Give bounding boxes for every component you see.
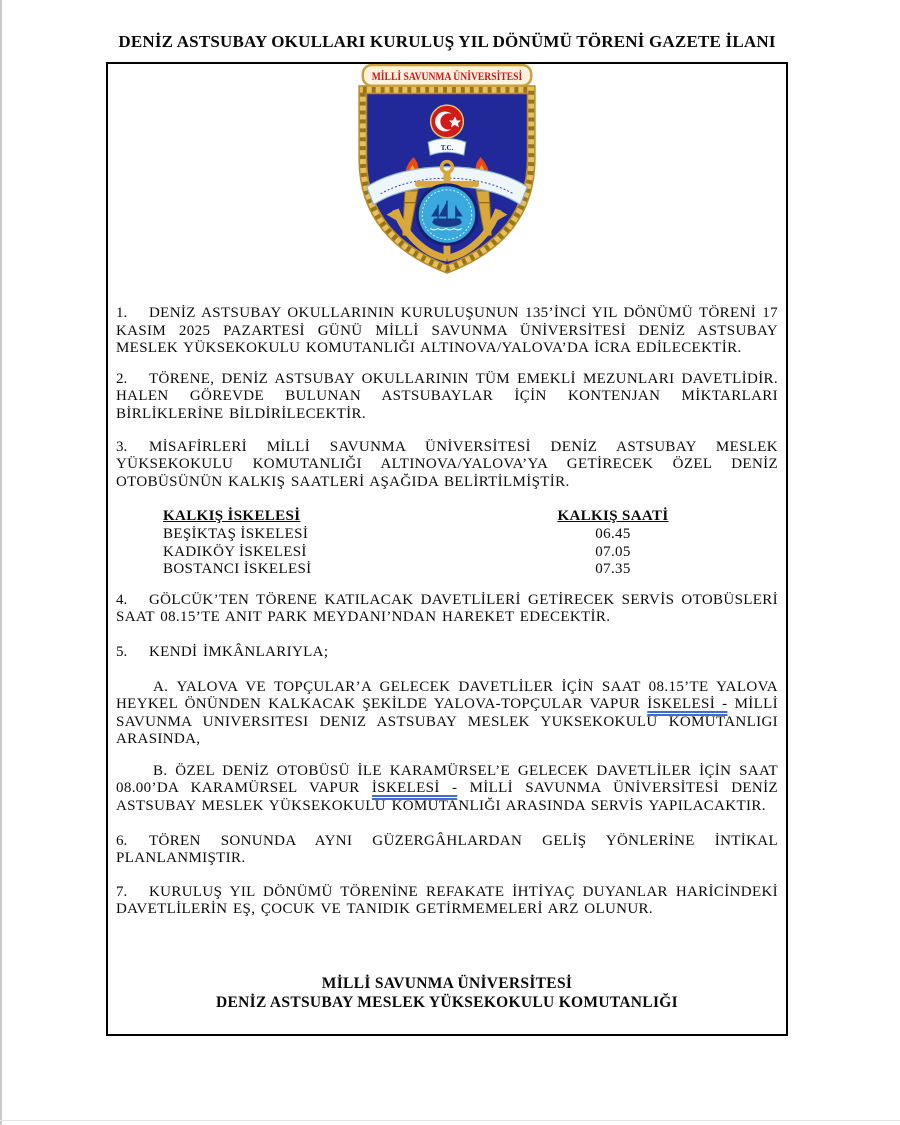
- paragraph-7-text: KURULUŞ YIL DÖNÜMÜ TÖRENİNE REFAKATE İHTİYAÇ DUYANLAR HARİCİNDEKİ DAVETLİLERİN EŞ, ÇOCUK VE TANIDIK GETİRMEMELERİ ARZ OLUNUR.: [116, 883, 778, 918]
- table-row: [163, 561, 723, 579]
- signature-line-1: MİLLİ SAVUNMA ÜNİVERSİTESİ: [321, 975, 573, 993]
- grammar-underline-iskelesi-b: İSKELESİ -: [371, 780, 458, 797]
- grammar-underline-iskelesi-a: İSKELESİ -: [647, 696, 728, 713]
- ship-medallion-icon: [417, 185, 476, 244]
- time-cell: 06.45: [595, 525, 631, 542]
- paragraph-5-number: 5.: [116, 643, 128, 660]
- sub-item-b: [116, 763, 778, 816]
- paragraph-6-text: TÖREN SONUNDA AYNI GÜZERGÂHLARDAN GELİŞ YÖNLERİNE İNTİKAL PLANLANMIŞTIR.: [116, 832, 778, 867]
- paragraph-6-number: 6.: [116, 832, 128, 849]
- sub-item-b-text-before: ÖZEL DENİZ OTOBÜSÜ İLE KARAMÜRSEL’E GELECEK DAVETLİLER İÇİN SAAT 08.00’DA KARAMÜRSEL VAPUR: [116, 762, 778, 797]
- sub-item-b-text-after: MİLLİ SAVUNMA ÜNİVERSİTESİ DENİZ ASTSUBAY MESLEK YÜKSEKOKULU KOMUTANLIĞI ARASINDA SERVİS YAPILACAKTIR.: [116, 780, 778, 815]
- emblem-banner: [363, 65, 558, 86]
- sub-item-b-label: B.: [153, 762, 168, 779]
- time-cell: 07.05: [595, 543, 631, 560]
- paragraph-7: [116, 884, 778, 919]
- column-header-time: KALKIŞ SAATİ: [557, 508, 669, 525]
- departure-schedule-table: [163, 508, 723, 578]
- table-header-row: [163, 508, 723, 526]
- paragraph-1: [116, 305, 778, 358]
- pier-cell: BOSTANCI İSKELESİ: [163, 561, 312, 578]
- pier-cell: BEŞİKTAŞ İSKELESİ: [163, 525, 309, 542]
- paragraph-2-text: TÖRENE, DENİZ ASTSUBAY OKULLARININ TÜM EMEKLİ MEZUNLARI DAVETLİDİR. HALEN GÖREVDE BULUNAN ASTSUBAYLAR İÇİN KONTENJAN MİKTARLARI BİRLİKLERİNE BİLDİRİLECEKTİR.: [116, 370, 778, 422]
- paragraph-3: [116, 439, 778, 492]
- paragraph-2-number: 2.: [116, 370, 128, 387]
- signature-line-2: DENİZ ASTSUBAY MESLEK YÜKSEKOKULU KOMUTANLIĞI: [216, 994, 678, 1012]
- paragraph-2: [116, 371, 778, 424]
- sub-item-a-label: A.: [153, 678, 169, 695]
- paragraph-5-text: KENDİ İMKÂNLARIYLA;: [149, 643, 329, 660]
- sub-item-a: [116, 679, 778, 749]
- table-row: [163, 544, 723, 562]
- page-title: DENİZ ASTSUBAY OKULLARI KURULUŞ YIL DÖNÜMÜ TÖRENİ GAZETE İLANI: [118, 32, 776, 51]
- emblem-tc-text: T.C.: [440, 145, 454, 153]
- paragraph-1-text: DENİZ ASTSUBAY OKULLARININ KURULUŞUNUN 135’İNCİ YIL DÖNÜMÜ TÖRENİ 17 KASIM 2025 PAZARTESİ GÜNÜ MİLLİ SAVUNMA ÜNİVERSİTESİ DENİZ ASTSUBAY MESLEK YÜKSEKOKULU KOMUTANLIĞI ALTINOVA/YALOVA’DA İCRA EDİLECEKTİR.: [116, 305, 778, 357]
- emblem-container: [116, 64, 778, 276]
- paragraph-4-number: 4.: [116, 591, 128, 608]
- signature-block: [116, 974, 778, 1012]
- sub-item-a-text-after: MİLLİ SAVUNMA UNIVERSITESI DENIZ ASTSUBAY MESLEK YUKSEKOKULU KOMUTANLIGI ARASINDA,: [116, 696, 778, 748]
- page-bottom-divider: [0, 1120, 900, 1121]
- document-border-box: [106, 62, 788, 1036]
- table-row: [163, 526, 723, 544]
- paragraph-1-number: 1.: [116, 305, 128, 321]
- paragraph-6: [116, 833, 778, 868]
- time-cell: 07.35: [595, 561, 631, 578]
- emblem-banner-text: MİLLİ SAVUNMA ÜNİVERSİTESİ: [371, 68, 558, 83]
- paragraph-4-text: GÖLCÜK’TEN TÖRENE KATILACAK DAVETLİLERİ GETİRECEK SERVİS OTOBÜSLERİ SAAT 08.15’TE ANIT PARK MEYDANI’NDAN HAREKET EDECEKTİR.: [116, 591, 778, 626]
- crescent-star-icon: [431, 105, 464, 138]
- msu-emblem-icon: [333, 64, 561, 274]
- paragraph-3-number: 3.: [116, 438, 128, 455]
- paragraph-4: [116, 592, 778, 627]
- pier-cell: KADIKÖY İSKELESİ: [163, 543, 307, 560]
- paragraph-5: [116, 644, 778, 662]
- paragraph-3-text: MİSAFİRLERİ MİLLİ SAVUNMA ÜNİVERSİTESİ DENİZ ASTSUBAY MESLEK YÜKSEKOKULU KOMUTANLIĞI ALTINOVA/YALOVA’YA GETİRECEK ÖZEL DENİZ OTOBÜSÜNÜN KALKIŞ SAATLERİ AŞAĞIDA BELİRTİLMİŞTİR.: [116, 438, 778, 490]
- window-left-edge: [0, 0, 2, 1125]
- column-header-pier: KALKIŞ İSKELESİ: [163, 508, 301, 525]
- paragraph-7-number: 7.: [116, 883, 128, 900]
- sub-item-a-text-before: YALOVA VE TOPÇULAR’A GELECEK DAVETLİLER İÇİN SAAT 08.15’TE YALOVA HEYKEL ÖNÜNDEN KALKACAK ŞEKİLDE YALOVA-TOPÇULAR VAPUR: [116, 678, 778, 713]
